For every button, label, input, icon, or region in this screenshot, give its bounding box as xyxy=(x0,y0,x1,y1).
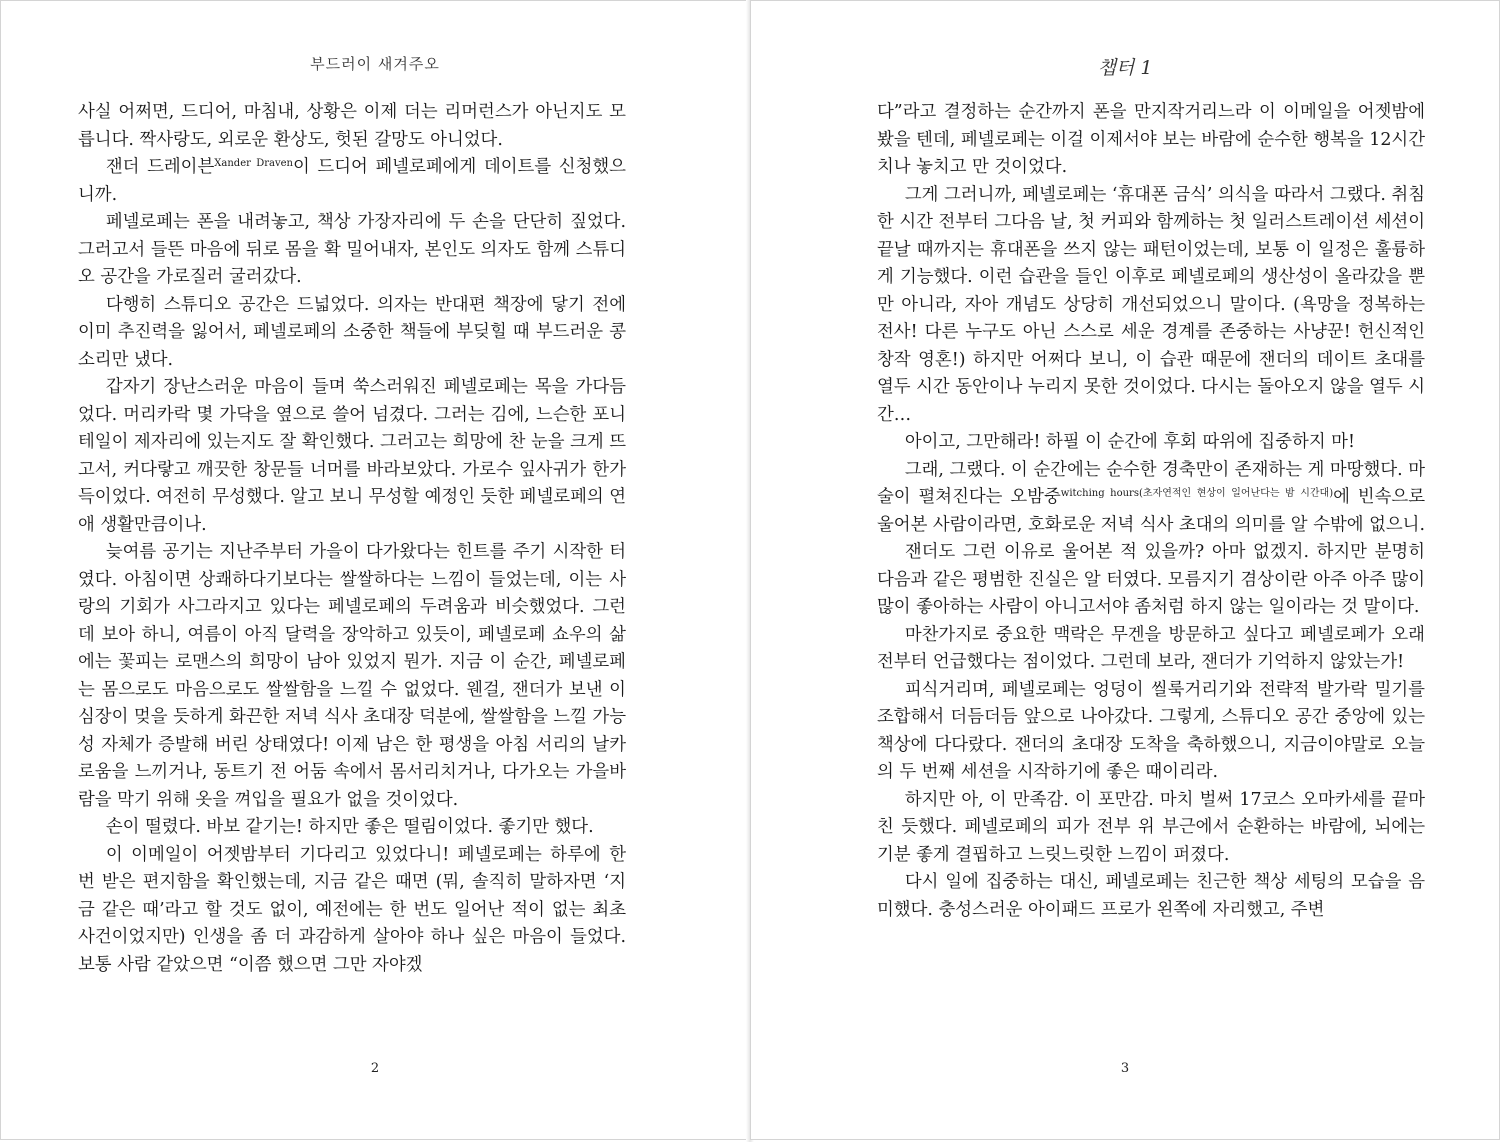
paragraph-text: 사실 어쩌면, 드디어, 마침내, 상황은 이제 더는 리머런스가 아닌지도 모릅니다. 짝사랑도, 외로운 환상도, 헛된 갈망도 아니었다. xyxy=(78,102,626,150)
right-page xyxy=(750,0,1500,1140)
paragraph-text: 마찬가지로 중요한 맥락은 무겐을 방문하고 싶다고 페넬로페가 오래전부터 언급했다는 점이었다. 그런데 보라, 잰더가 기억하지 않았는가! xyxy=(877,624,1425,672)
paragraph xyxy=(877,182,1425,430)
paragraph xyxy=(78,209,626,292)
paragraph-text: 이 이메일이 어젯밤부터 기다리고 있었다니! 페넬로페는 하루에 한 번 받은 편지함을 확인했는데, 지금 같은 때면 (뭐, 솔직히 말하자면 ‘지금 같은 때’라고 할 것도 없이, 예전에는 한 번도 일어난 적이 없는 최초 사건이었지만) 인생을 좀 더 과감하게 살아야 하나 싶은 마음이 들었다. 보통 사람 같았으면 “이쯤 했으면 그만 자야겠 xyxy=(78,844,626,975)
running-head-book-title: 부드러이 새겨주오 xyxy=(310,55,440,73)
paragraph xyxy=(78,99,626,154)
paragraph-text: 피식거리며, 페넬로페는 엉덩이 씰룩거리기와 전략적 발가락 밀기를 조합해서 더듬더듬 앞으로 나아갔다. 그렇게, 스튜디오 공간 중앙에 있는 책상에 다다랐다. 잰더의 초대장 도착을 축하했으니, 지금이야말로 오늘의 두 번째 세션을 시작하기에 좋은 때이리라. xyxy=(877,679,1425,782)
paragraph xyxy=(877,429,1425,457)
paragraph xyxy=(877,457,1425,540)
running-head-chapter-title: 챕터 1 xyxy=(1097,57,1153,79)
paragraph-text: 하지만 아, 이 만족감. 이 포만감. 마치 벌써 17코스 오마카세를 끝마친 듯했다. 페넬로페의 피가 전부 위 부근에서 순환하는 바람에, 뇌에는 기분 좋게 결핍하고 느릿느릿한 느낌이 퍼졌다. xyxy=(877,789,1425,865)
left-page-body-text xyxy=(78,99,626,979)
paragraph xyxy=(78,292,626,375)
paragraph xyxy=(78,814,626,842)
paragraph-text: 페넬로페는 폰을 내려놓고, 책상 가장자리에 두 손을 단단히 짚었다. 그러고서 들뜬 마음에 뒤로 몸을 확 밀어내자, 본인도 의자도 함께 스튜디오 공간을 가로질러 굴러갔다. xyxy=(78,212,626,287)
paragraph-text: 손이 떨렸다. 바보 같기는! 하지만 좋은 떨림이었다. 좋기만 했다. xyxy=(105,817,594,837)
paragraph xyxy=(877,539,1425,622)
paragraph xyxy=(78,374,626,539)
paragraph xyxy=(78,842,626,980)
paragraph-text: 그게 그러니까, 페넬로페는 ‘휴대폰 금식’ 의식을 따라서 그랬다. 취침 한 시간 전부터 그다음 날, 첫 커피와 함께하는 첫 일러스트레이션 세션이 끝날 때까지는 휴대폰을 쓰지 않는 패턴이었는데, 보통 이 일정은 훌륭하게 기능했다. 이런 습관을 들인 이후로 페넬로페의 생산성이 올라갔을 뿐만 아니라, 자아 개념도 상당히 개선되었으니 말이다. (욕망을 정복하는 전사! 다른 누구도 아닌 스스로 세운 경계를 존중하는 사냥꾼! 헌신적인 창작 영혼!) 하지만 어쩌다 보니, 이 습관 때문에 잰더의 데이트 초대를 열두 시간 동안이나 누리지 못한 것이었다. 다시는 돌아오지 않을 열두 시간… xyxy=(877,184,1425,425)
paragraph xyxy=(877,677,1425,787)
paragraph-text: 에 빈속으로 울어본 사람이라면, 호화로운 저녁 식사 초대의 의미를 알 수밖에 없으니. xyxy=(877,487,1426,535)
paragraph-text: 다시 일에 집중하는 대신, 페넬로페는 친근한 책상 세팅의 모습을 음미했다. 충성스러운 아이패드 프로가 왼쪽에 자리했고, 주변 xyxy=(877,872,1425,920)
paragraph-text: 늦여름 공기는 지난주부터 가을이 다가왔다는 힌트를 주기 시작한 터였다. 아침이면 상쾌하다기보다는 쌀쌀하다는 느낌이 들었는데, 이는 사랑의 기회가 사그라지고 있다는 페넬로페의 두려움과 비슷했었다. 그런데 보아 하니, 여름이 아직 달력을 장악하고 있듯이, 페넬로페 쇼우의 삶에는 꽃피는 로맨스의 희망이 남아 있었지 뭔가. 지금 이 순간, 페넬로페는 몸으로도 마음으로도 쌀쌀함을 느낄 수 없었다. 웬걸, 잰더가 보낸 이 심장이 멎을 듯하게 화끈한 저녁 식사 초대장 덕분에, 쌀쌀함을 느낄 가능성 자체가 증발해 버린 상태였다! 이제 남은 한 평생을 아침 서리의 날카로움을 느끼거나, 동트기 전 어둠 속에서 몸서리치거나, 다가오는 가을바람을 막기 위해 옷을 껴입을 필요가 없을 것이었다. xyxy=(78,542,626,810)
page-number-right: 3 xyxy=(1120,1061,1130,1076)
paragraph-text: 다”라고 결정하는 순간까지 폰을 만지작거리느라 이 이메일을 어젯밤에 봤을 텐데, 페넬로페는 이걸 이제서야 보는 바람에 순수한 행복을 12시간 치나 놓치고 만 것이었다. xyxy=(877,102,1425,177)
paragraph-text: 아이고, 그만해라! 하필 이 순간에 후회 따위에 집중하지 마! xyxy=(904,432,1355,452)
right-page-body-text xyxy=(877,99,1425,924)
paragraph-text: 잰더도 그런 이유로 울어본 적 있을까? 아마 없겠지. 하지만 분명히 다음과 같은 평범한 진실은 알 터였다. 모름지기 겸상이란 아주 아주 많이 많이 좋아하는 사람이 아니고서야 좀처럼 하지 않는 일이라는 것 말이다. xyxy=(877,542,1425,617)
inline-gloss: witching hours(초자연적인 현상이 일어난다는 밤 시간대) xyxy=(1060,488,1334,499)
paragraph xyxy=(877,622,1425,677)
left-page xyxy=(0,0,750,1140)
page-number-left: 2 xyxy=(370,1061,380,1076)
paragraph-text: 잰더 드레이븐 xyxy=(105,157,215,177)
paragraph xyxy=(877,99,1425,182)
paragraph-text: 갑자기 장난스러운 마음이 들며 쑥스러워진 페넬로페는 목을 가다듬었다. 머리카락 몇 가닥을 옆으로 쓸어 넘겼다. 그러는 김에, 느슨한 포니테일이 제자리에 있는지도 잘 확인했다. 그러고는 희망에 찬 눈을 크게 뜨고서, 커다랗고 깨끗한 창문들 너머를 바라보았다. 가로수 잎사귀가 한가득이었다. 여전히 무성했다. 알고 보니 무성할 예정인 듯한 페넬로페의 연애 생활만큼이나. xyxy=(78,377,626,535)
paragraph xyxy=(877,869,1425,924)
paragraph-text: 그래, 그랬다. 이 순간에는 순수한 경축만이 존재하는 게 마땅했다. 마술이 펼쳐진다는 오밤중 xyxy=(877,459,1425,507)
paragraph xyxy=(78,539,626,814)
paragraph-text: 이 드디어 페넬로페에게 데이트를 신청했으니까. xyxy=(78,157,626,205)
paragraph-text: 다행히 스튜디오 공간은 드넓었다. 의자는 반대편 책장에 닿기 전에 이미 추진력을 잃어서, 페넬로페의 소중한 책들에 부딪힐 때 부드러운 콩 소리만 냈다. xyxy=(78,294,626,370)
paragraph xyxy=(78,154,626,209)
paragraph xyxy=(877,787,1425,870)
inline-gloss: Xander Draven xyxy=(214,158,293,169)
